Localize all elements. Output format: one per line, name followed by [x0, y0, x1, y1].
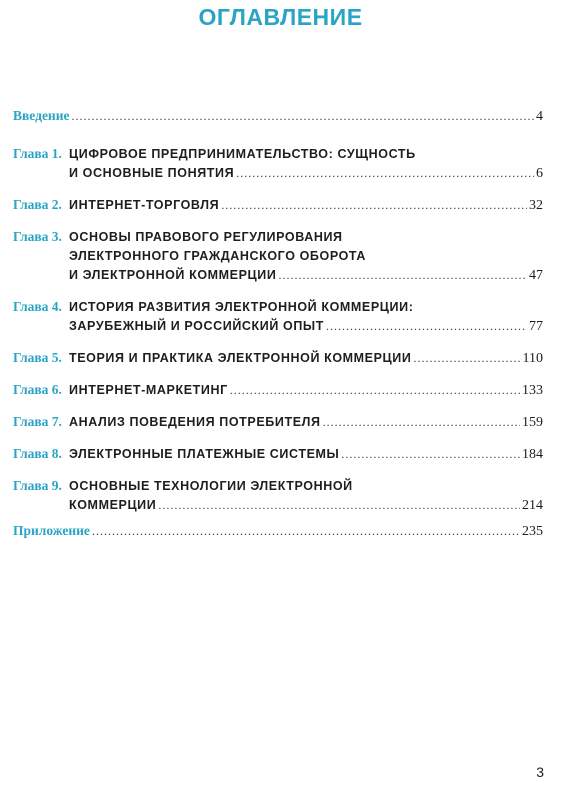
- leader-dots: [341, 445, 520, 464]
- toc-chapter-title-line: И ЭЛЕКТРОННОЙ КОММЕРЦИИ: [69, 268, 277, 282]
- toc-chapter-title-line: ЭЛЕКТРОННОГО ГРАЖДАНСКОГО ОБОРОТА: [69, 249, 366, 263]
- leader-dots: [158, 496, 520, 515]
- toc-chapter-title-line: ОСНОВНЫЕ ТЕХНОЛОГИИ ЭЛЕКТРОННОЙ: [69, 479, 353, 493]
- toc-page-number: 47: [529, 268, 543, 283]
- toc-label: Глава 1.: [13, 146, 62, 161]
- toc-chapter-title-line: АНАЛИЗ ПОВЕДЕНИЯ ПОТРЕБИТЕЛЯ: [69, 415, 321, 429]
- page-title: ОГЛАВЛЕНИЕ: [198, 4, 363, 30]
- toc-page-number: 235: [522, 524, 543, 539]
- toc-page-number: 159: [522, 415, 543, 430]
- toc-label: Глава 6.: [13, 382, 62, 397]
- leader-dots: [278, 266, 527, 285]
- toc-chapter-title-line: ОСНОВЫ ПРАВОВОГО РЕГУЛИРОВАНИЯ: [69, 230, 343, 244]
- toc-chapter-title-line: ЗАРУБЕЖНЫЙ И РОССИЙСКИЙ ОПЫТ: [69, 319, 325, 333]
- toc-chapter-title-line: КОММЕРЦИИ: [69, 498, 157, 512]
- toc-entry-chapter-1[interactable]: [13, 144, 543, 183]
- toc-chapter-title-line: ИНТЕРНЕТ-МАРКЕТИНГ: [69, 383, 228, 397]
- toc-entry-chapter-5[interactable]: [13, 348, 543, 368]
- toc-entry-chapter-7[interactable]: [13, 412, 543, 432]
- toc-page-number: 6: [536, 166, 543, 181]
- toc-label: Глава 2.: [13, 197, 62, 212]
- toc-chapter-title-line: И ОСНОВНЫЕ ПОНЯТИЯ: [69, 166, 235, 180]
- toc-entry-chapter-3[interactable]: [13, 227, 543, 285]
- toc-chapter-title-line: ИСТОРИЯ РАЗВИТИЯ ЭЛЕКТРОННОЙ КОММЕРЦИИ:: [69, 300, 414, 314]
- toc-label: Глава 4.: [13, 299, 62, 314]
- toc-entry-appendix[interactable]: [13, 521, 543, 541]
- leader-dots: [236, 164, 534, 183]
- toc-chapter-title-line: ИНТЕРНЕТ-ТОРГОВЛЯ: [69, 198, 220, 212]
- leader-dots: [413, 349, 520, 368]
- toc-page-number: 184: [522, 447, 543, 462]
- toc-label: Приложение: [13, 523, 90, 538]
- toc-page-number: 32: [529, 198, 543, 213]
- leader-dots: [71, 107, 534, 126]
- leader-dots: [230, 381, 520, 400]
- toc-label: Введение: [13, 108, 70, 123]
- table-of-contents: [13, 106, 543, 541]
- toc-label: Глава 5.: [13, 350, 62, 365]
- toc-label: Глава 3.: [13, 229, 62, 244]
- toc-chapter-title-line: ТЕОРИЯ И ПРАКТИКА ЭЛЕКТРОННОЙ КОММЕРЦИИ: [69, 351, 412, 365]
- toc-entry-chapter-4[interactable]: [13, 297, 543, 336]
- toc-label: Глава 9.: [13, 478, 62, 493]
- toc-page-number: 77: [529, 319, 543, 334]
- toc-entry-chapter-6[interactable]: [13, 380, 543, 400]
- toc-label: Глава 8.: [13, 446, 62, 461]
- toc-page-number: 214: [522, 498, 543, 513]
- toc-label: Глава 7.: [13, 414, 62, 429]
- toc-chapter-title-line: ЦИФРОВОЕ ПРЕДПРИНИМАТЕЛЬСТВО: СУЩНОСТЬ: [69, 147, 416, 161]
- leader-dots: [323, 413, 520, 432]
- toc-page-number: 133: [522, 383, 543, 398]
- toc-entry-chapter-8[interactable]: [13, 444, 543, 464]
- page-folio-number: 3: [536, 764, 544, 780]
- toc-entry-chapter-9[interactable]: [13, 476, 543, 515]
- toc-entry-introduction[interactable]: [13, 106, 543, 126]
- leader-dots: [326, 317, 527, 336]
- toc-page-number: 4: [536, 109, 543, 124]
- leader-dots: [92, 522, 520, 541]
- toc-chapter-title-line: ЭЛЕКТРОННЫЕ ПЛАТЕЖНЫЕ СИСТЕМЫ: [69, 447, 340, 461]
- leader-dots: [221, 196, 527, 215]
- toc-page-number: 110: [522, 351, 543, 366]
- toc-entry-chapter-2[interactable]: [13, 195, 543, 215]
